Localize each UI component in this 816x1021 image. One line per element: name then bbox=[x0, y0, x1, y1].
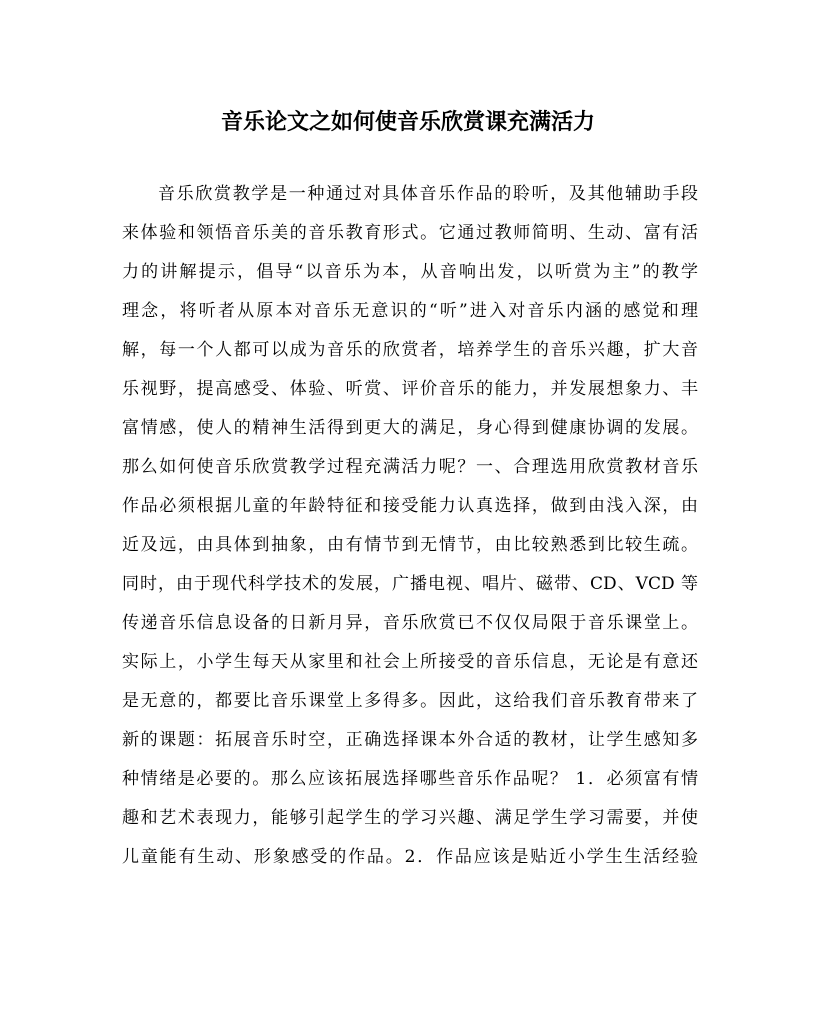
text-line: 那么如何使音乐欣赏教学过程充满活力呢？一、合理选用欣赏教材音乐 bbox=[122, 457, 698, 477]
text-line: 同时，由于现代科学技术的发展，广播电视、唱片、磁带、CD、VCD 等 bbox=[122, 574, 698, 594]
text-line: 近及远，由具体到抽象，由有情节到无情节，由比较熟悉到比较生疏。 bbox=[122, 535, 698, 555]
document-title: 音乐论文之如何使音乐欣赏课充满活力 bbox=[220, 109, 595, 135]
text-line: 乐视野，提高感受、体验、听赏、评价音乐的能力，并发展想象力、丰 bbox=[122, 379, 698, 399]
text-line: 实际上，小学生每天从家里和社会上所接受的音乐信息，无论是有意还 bbox=[122, 652, 698, 672]
text-line: 力的讲解提示，倡导“以音乐为本，从音响出发，以听赏为主”的教学 bbox=[122, 262, 698, 282]
text-line: 来体验和领悟音乐美的音乐教育形式。它通过教师简明、生动、富有活 bbox=[122, 223, 698, 243]
text-line: 传递音乐信息设备的日新月异，音乐欣赏已不仅仅局限于音乐课堂上。 bbox=[122, 613, 698, 633]
text-line: 趣和艺术表现力，能够引起学生的学习兴趣、满足学生学习需要，并使 bbox=[122, 808, 698, 828]
text-line: 理念，将听者从原本对音乐无意识的“听”进入对音乐内涵的感觉和理 bbox=[122, 301, 698, 321]
text-line: 是无意的，都要比音乐课堂上多得多。因此，这给我们音乐教育带来了 bbox=[122, 691, 698, 711]
text-line: 种情绪是必要的。那么应该拓展选择哪些音乐作品呢？ 1．必须富有情 bbox=[122, 769, 698, 789]
text-line: 新的课题：拓展音乐时空，正确选择课本外合适的教材，让学生感知多 bbox=[122, 730, 698, 750]
text-line: 儿童能有生动、形象感受的作品。2．作品应该是贴近小学生生活经验 bbox=[122, 847, 698, 867]
text-line: 解，每一个人都可以成为音乐的欣赏者，培养学生的音乐兴趣，扩大音 bbox=[122, 340, 698, 360]
text-line: 音乐欣赏教学是一种通过对具体音乐作品的聆听，及其他辅助手段 bbox=[158, 184, 698, 204]
text-line: 富情感，使人的精神生活得到更大的满足，身心得到健康协调的发展。 bbox=[122, 418, 698, 438]
text-line: 作品必须根据儿童的年龄特征和接受能力认真选择，做到由浅入深，由 bbox=[122, 496, 698, 516]
